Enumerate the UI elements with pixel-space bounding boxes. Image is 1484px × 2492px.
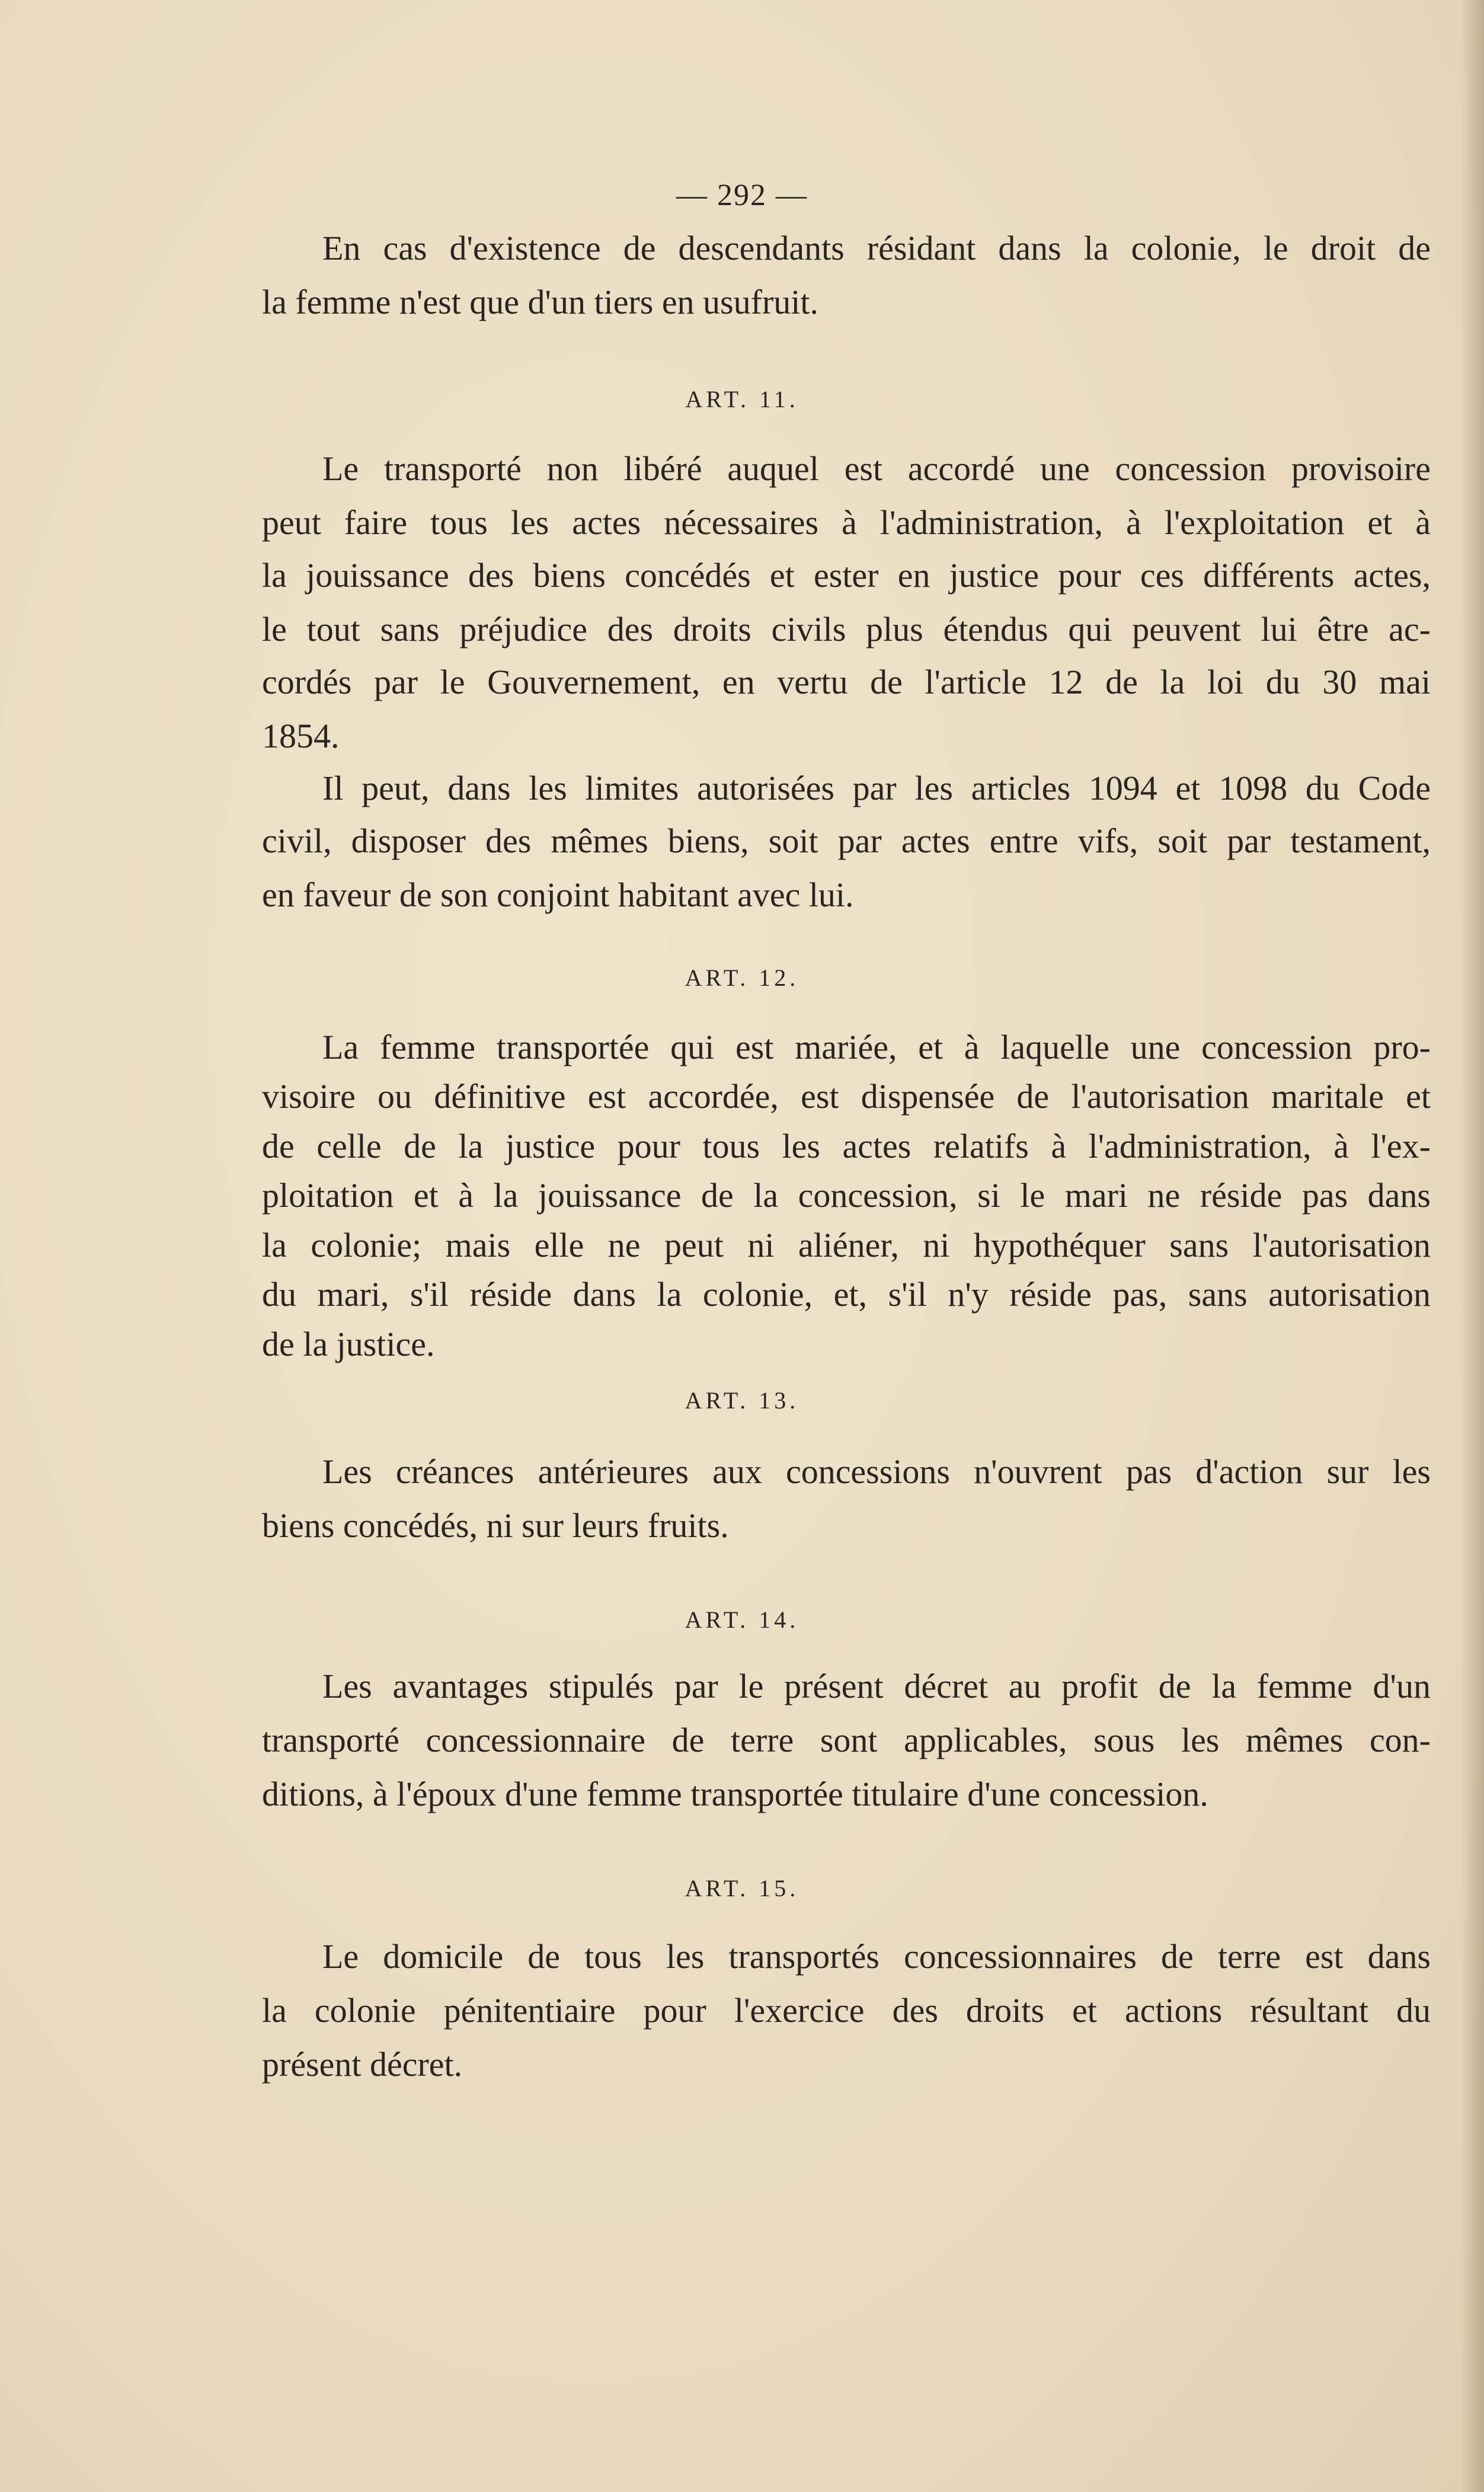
paragraph-line: le tout sans préjudice des droits civils plus étendus qui peuvent lui être ac- — [262, 610, 1431, 648]
article-heading: ART. 15. — [685, 1875, 799, 1902]
paragraph-line: Le transporté non libéré auquel est accordé une concession provisoire — [322, 449, 1431, 488]
paragraph-line: ditions, à l'époux d'une femme transportée titulaire d'une concession. — [262, 1775, 1208, 1813]
paragraph-line: peut faire tous les actes nécessaires à l'administration, à l'exploitation et à — [262, 503, 1431, 542]
paragraph-line: Les créances antérieures aux concessions n'ouvrent pas d'action sur les — [322, 1452, 1431, 1491]
article-heading: ART. 13. — [685, 1387, 799, 1414]
paragraph-line: en faveur de son conjoint habitant avec lui. — [262, 876, 854, 914]
paragraph-line: cordés par le Gouvernement, en vertu de l'article 12 de la loi du 30 mai — [262, 663, 1431, 701]
paragraph-line: Il peut, dans les limites autorisées par les articles 1094 et 1098 du Code — [322, 769, 1431, 807]
paragraph-line: La femme transportée qui est mariée, et à laquelle une concession pro- — [322, 1028, 1431, 1066]
paragraph-line: Le domicile de tous les transportés concessionnaires de terre est dans — [322, 1937, 1431, 1976]
paragraph-line: la jouissance des biens concédés et ester en justice pour ces différents actes, — [262, 556, 1431, 595]
page-number: — 292 — — [676, 178, 808, 212]
article-heading: ART. 11. — [685, 386, 799, 413]
paragraph-line: la colonie; mais elle ne peut ni aliéner, ni hypothéquer sans l'autorisation — [262, 1226, 1431, 1264]
paragraph-line: civil, disposer des mêmes biens, soit par actes entre vifs, soit par testament, — [262, 822, 1431, 860]
paragraph-line: la colonie pénitentiaire pour l'exercice des droits et actions résultant du — [262, 1991, 1431, 2030]
paragraph-line: Les avantages stipulés par le présent décret au profit de la femme d'un — [322, 1667, 1431, 1705]
paragraph-line: la femme n'est que d'un tiers en usufruit. — [262, 283, 818, 321]
paragraph-line: de celle de la justice pour tous les actes relatifs à l'administration, à l'ex- — [262, 1127, 1431, 1165]
paragraph-line: En cas d'existence de descendants résidant dans la colonie, le droit de — [322, 229, 1431, 267]
paragraph-line: 1854. — [262, 717, 340, 755]
paragraph-line: biens concédés, ni sur leurs fruits. — [262, 1506, 729, 1545]
paragraph-line: de la justice. — [262, 1325, 435, 1363]
paragraph-line: ploitation et à la jouissance de la concession, si le mari ne réside pas dans — [262, 1176, 1431, 1215]
article-heading: ART. 14. — [685, 1606, 799, 1633]
article-heading: ART. 12. — [685, 964, 799, 991]
paragraph-line: présent décret. — [262, 2045, 463, 2084]
paragraph-line: du mari, s'il réside dans la colonie, et, s'il n'y réside pas, sans autorisation — [262, 1275, 1431, 1314]
paragraph-line: transporté concessionnaire de terre sont applicables, sous les mêmes con- — [262, 1721, 1431, 1759]
paragraph-line: visoire ou définitive est accordée, est dispensée de l'autorisation maritale et — [262, 1077, 1431, 1116]
page-edge-shadow — [1460, 0, 1484, 2492]
